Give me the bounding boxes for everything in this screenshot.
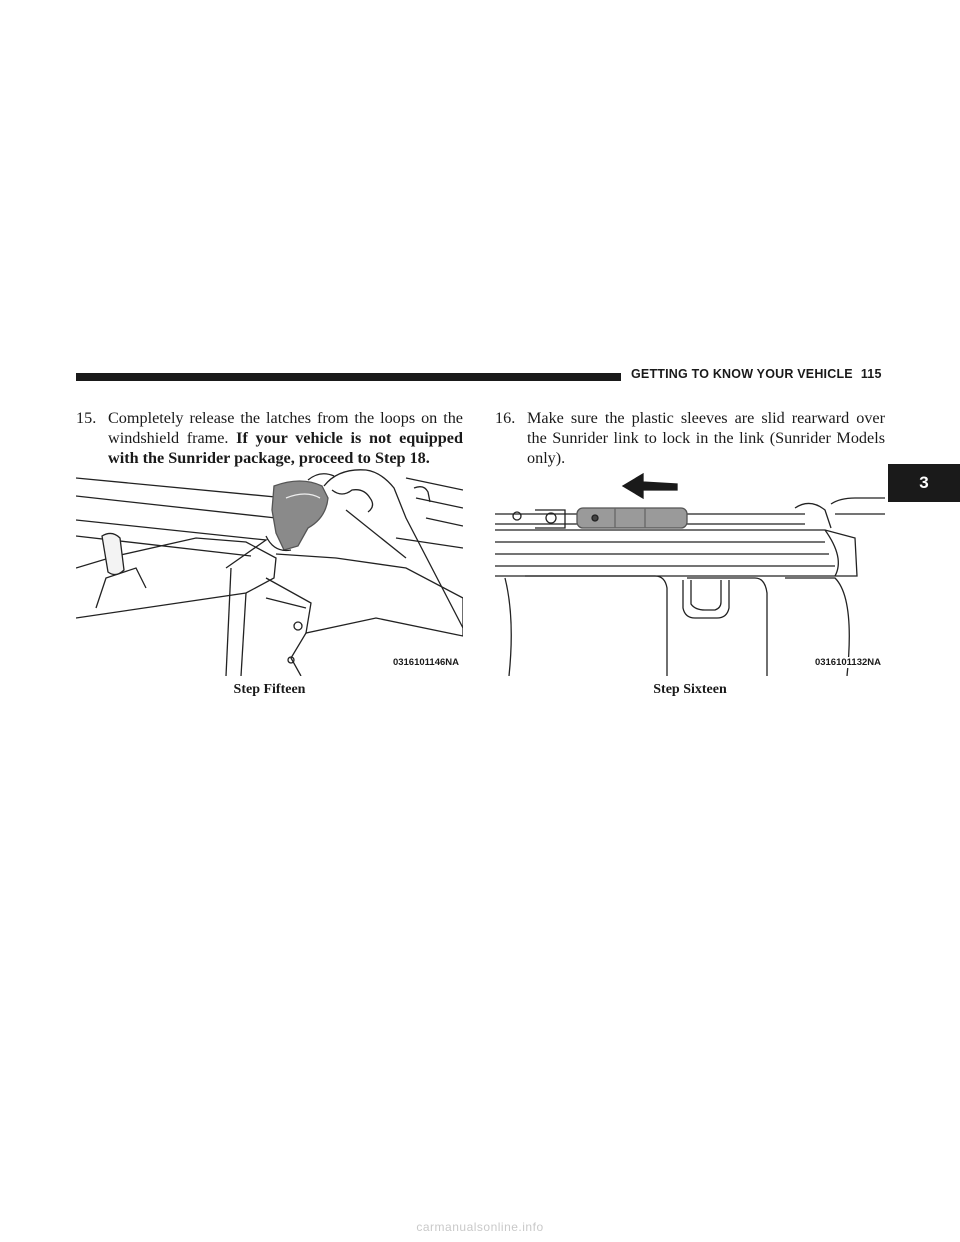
rearward-arrow-icon <box>623 474 677 498</box>
watermark: carmanualsonline.info <box>416 1220 544 1234</box>
step-number: 16. <box>495 409 516 427</box>
step-warning-text: If your vehicle is not equipped with the Sunrider package, proceed to Step 18. <box>108 429 463 467</box>
page-number: 115 <box>860 367 882 381</box>
figure-code: 0316101132NA <box>814 657 881 668</box>
figure-step-fifteen <box>76 458 463 676</box>
latch-illustration <box>76 458 463 676</box>
step-number: 15. <box>76 409 97 427</box>
step-text: Make sure the plastic sleeves are slid rearward over the Sunrider link to lock in the link (Sunrider Models only). <box>527 409 885 467</box>
sunrider-link-illustration <box>495 458 885 676</box>
chapter-tab: 3 <box>888 464 960 502</box>
figure-code: 0316101146NA <box>392 657 459 668</box>
figure-caption: Step Fifteen <box>233 682 306 697</box>
section-title: GETTING TO KNOW YOUR VEHICLE <box>631 367 853 381</box>
step-text: Completely release the latches from the loops on the windshield frame. <box>108 409 463 447</box>
header-rule <box>76 373 621 381</box>
figure-caption: Step Sixteen <box>653 682 727 697</box>
running-header <box>631 367 882 381</box>
figure-step-sixteen <box>495 458 885 676</box>
